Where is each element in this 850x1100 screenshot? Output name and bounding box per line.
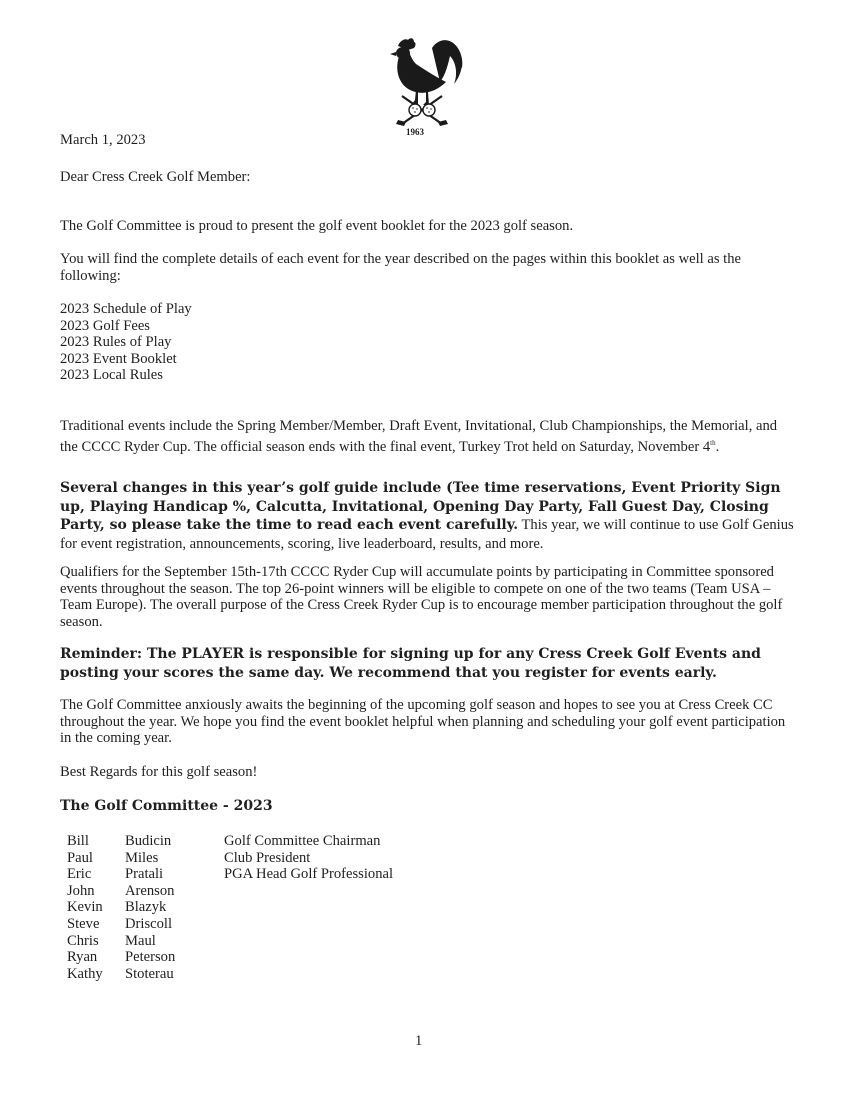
member-role	[224, 899, 484, 916]
changes-bold-text: Several changes in this year’s golf guide include (Tee time reservations, Event Priority Sign up, Playing Handicap %, Calcutta, Invitational, Opening Day Party, Fall Guest Day, Closing Party, so please take the time to read each event carefully.	[60, 480, 781, 533]
reminder-paragraph: Reminder: The PLAYER is responsible for signing up for any Cress Creek Golf Events and posting your scores the same day. We recommend that you register for events early.	[60, 646, 761, 681]
member-last-name: Arenson	[125, 882, 175, 899]
qualifiers-paragraph: Qualifiers for the September 15th-17th CCCC Ryder Cup will accumulate points by participating in Committee sponsored events throughout the season. The top 26-point winners will be eligible to compete on one of the two teams (Team USA – Team Europe). The overall purpose of the Cress Creek Ryder Cup is to encourage member participation throughout the golf season.	[60, 564, 783, 630]
traditional-events-paragraph	[60, 418, 795, 455]
changes-paragraph	[60, 479, 795, 553]
member-last-name: Budicin	[125, 833, 172, 849]
member-first-name: Paul	[67, 849, 93, 866]
changes-text: This year, we will continue to use Golf Genius for event registration, announcements, scoring, live leaderboard, results, and more.	[60, 517, 794, 552]
member-first-name: Chris	[67, 932, 99, 949]
member-role	[224, 949, 484, 966]
committee-roster	[67, 833, 484, 982]
table-row	[67, 866, 484, 883]
table-row	[67, 899, 484, 916]
member-last-name: Stoterau	[125, 965, 174, 982]
list-item: 2023 Local Rules	[60, 367, 163, 383]
table-row	[67, 933, 484, 950]
table-row	[67, 883, 484, 900]
list-item: 2023 Golf Fees	[60, 317, 150, 334]
member-first-name: Ryan	[67, 949, 98, 966]
table-row	[67, 966, 484, 983]
member-last-name: Maul	[125, 932, 156, 949]
member-first-name: Steve	[67, 915, 100, 932]
rooster-golf-logo	[388, 34, 468, 138]
included-items-list	[60, 301, 795, 384]
table-row	[67, 833, 484, 850]
member-last-name: Pratali	[125, 866, 164, 883]
logo-year: 1963	[406, 127, 424, 137]
regards-line: Best Regards for this golf season!	[60, 764, 258, 780]
member-role: Golf Committee Chairman	[224, 833, 381, 849]
member-first-name: John	[67, 882, 95, 899]
closing-paragraph: The Golf Committee anxiously awaits the beginning of the upcoming golf season and hopes to see you at Cress Creek CC throughout the year. We hope you find the event booklet helpful when planning and scheduling your golf event participation in the coming year.	[60, 697, 786, 746]
list-item: 2023 Event Booklet	[60, 350, 177, 367]
member-role	[224, 883, 484, 900]
member-last-name: Blazyk	[125, 899, 167, 916]
member-first-name: Bill	[67, 833, 89, 849]
committee-title: The Golf Committee - 2023	[60, 798, 273, 814]
member-last-name: Peterson	[125, 949, 176, 966]
traditional-text: Traditional events include the Spring Member/Member, Draft Event, Invitational, Club Championships, the Memorial, and the CCCC Ryder Cup. The official season ends with the final event, Turkey Trot held on Saturday, November 4	[60, 418, 778, 455]
list-item: 2023 Schedule of Play	[60, 301, 192, 317]
salutation: Dear Cress Creek Golf Member:	[60, 169, 251, 185]
member-first-name: Kevin	[67, 899, 103, 916]
member-role	[224, 916, 484, 933]
member-role	[224, 933, 484, 950]
list-item: 2023 Rules of Play	[60, 334, 172, 350]
intro-paragraph: The Golf Committee is proud to present the golf event booklet for the 2023 golf season.	[60, 218, 574, 234]
member-last-name: Miles	[125, 849, 159, 866]
member-role: Club President	[224, 849, 311, 866]
table-row	[67, 850, 484, 867]
details-paragraph: You will find the complete details of each event for the year described on the pages within this booklet as well as the following:	[60, 251, 741, 284]
table-row	[67, 916, 484, 933]
table-row	[67, 949, 484, 966]
letter-date: March 1, 2023	[60, 132, 146, 148]
member-last-name: Driscoll	[125, 915, 173, 932]
page-number: 1	[415, 1033, 423, 1049]
member-role	[224, 966, 484, 983]
member-first-name: Eric	[67, 866, 92, 883]
traditional-end: .	[715, 438, 720, 455]
member-role: PGA Head Golf Professional	[224, 866, 394, 883]
member-first-name: Kathy	[67, 965, 103, 982]
ordinal-suffix: th	[710, 438, 716, 447]
